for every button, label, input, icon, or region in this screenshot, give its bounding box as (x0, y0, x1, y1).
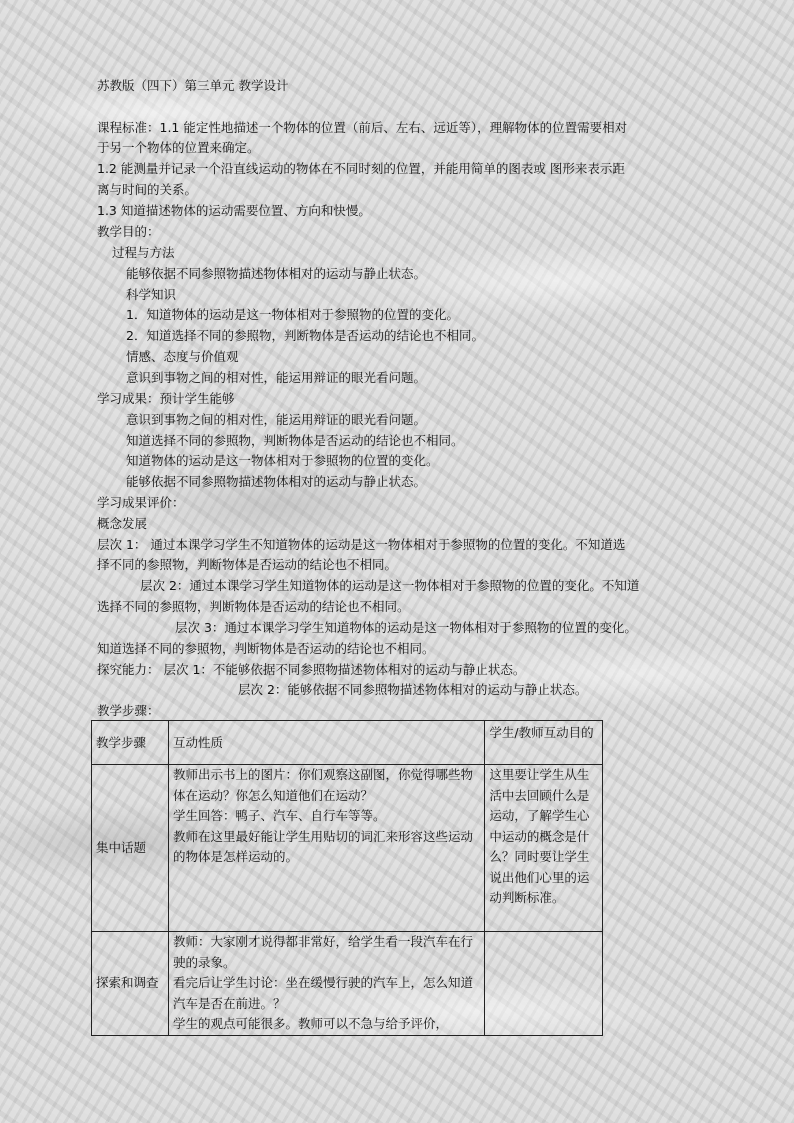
document-header: 苏教版（四下）第三单元 教学设计 (97, 78, 289, 93)
inquiry-level-1: 探究能力： 层次 1：不能够依据不同参照物描述物体相对的运动与静止状态。 (97, 662, 526, 677)
row-interaction (169, 765, 485, 932)
concept-level-2-line-1: 层次 2：通过本课学习学生知道物体的运动是这一物体相对于参照物的位置的变化。不知道 (140, 578, 640, 593)
science-knowledge-title: 科学知识 (126, 287, 177, 302)
standard-1-line-1: 课程标准：1.1 能定性地描述一个物体的位置（前后、左右、远近等），理解物体的位置需要相对 (97, 120, 628, 135)
header-interaction: 互动性质 (169, 721, 485, 765)
row-paragraph: 教师出示书上的图片：你们观察这副图，你觉得哪些物体在运动？你怎么知道他们在运动？ (173, 767, 474, 803)
standard-1-line-2: 于另一个物体的位置来确定。 (97, 140, 260, 155)
process-method-text: 能够依据不同参照物描述物体相对的运动与静止状态。 (126, 266, 427, 281)
row-step: 集中话题 (92, 765, 169, 932)
row-paragraph: 教师在这里最好能让学生用贴切的词汇来形容这些运动的物体是怎样运动的。 (173, 828, 474, 864)
concept-title: 概念发展 (97, 516, 148, 531)
science-knowledge-1: 1．知道物体的运动是这一物体相对于参照物的位置的变化。 (126, 307, 459, 322)
concept-level-3-line-2: 知道选择不同的参照物，判断物体是否运动的结论也不相同。 (97, 641, 435, 656)
emotion-title: 情感、态度与价值观 (126, 349, 239, 364)
process-method-title: 过程与方法 (112, 245, 175, 260)
inquiry-level-2: 层次 2：能够依据不同参照物描述物体相对的运动与静止状态。 (238, 682, 588, 697)
evaluation-title: 学习成果评价： (97, 495, 185, 510)
outcome-item: 知道选择不同的参照物，判断物体是否运动的结论也不相同。 (126, 433, 464, 448)
objectives-title: 教学目的： (97, 224, 160, 239)
outcome-item: 能够依据不同参照物描述物体相对的运动与静止状态。 (126, 474, 427, 489)
row-paragraph: 学生回答：鸭子、汽车、自行车等等。 (173, 808, 386, 823)
standard-2-line-2: 离与时间的关系。 (97, 182, 198, 197)
outcomes-title: 学习成果：预计学生能够 (97, 391, 235, 406)
teaching-steps-table (91, 720, 603, 1036)
concept-level-1-line-1: 层次 1： 通过本课学习学生不知道物体的运动是这一物体相对于参照物的位置的变化。不知道选 (97, 537, 626, 552)
row-paragraph: 学生的观点可能很多。教师可以不急与给予评价， (173, 1016, 449, 1031)
table-header-row (92, 721, 603, 765)
concept-level-3-line-1: 层次 3：通过本课学习学生知道物体的运动是这一物体相对于参照物的位置的变化。 (175, 620, 637, 635)
emotion-text: 意识到事物之间的相对性，能运用辩证的眼光看问题。 (126, 370, 427, 385)
row-purpose (485, 932, 603, 1036)
table-row (92, 932, 603, 1036)
concept-level-2-line-2: 选择不同的参照物，判断物体是否运动的结论也不相同。 (97, 599, 410, 614)
outcome-item: 意识到事物之间的相对性，能运用辩证的眼光看问题。 (126, 412, 427, 427)
row-interaction (169, 932, 485, 1036)
standard-2-line-1: 1.2 能测量并记录一个沿直线运动的物体在不同时刻的位置，并能用简单的图表或 图形来表示距 (97, 161, 625, 176)
science-knowledge-2: 2．知道选择不同的参照物，判断物体是否运动的结论也不相同。 (126, 328, 484, 343)
row-paragraph: 教师：大家刚才说得都非常好，给学生看一段汽车在行驶的录象。 (173, 934, 474, 970)
header-step: 教学步骤 (92, 721, 169, 765)
row-step: 探索和调查 (92, 932, 169, 1036)
standard-3: 1.3 知道描述物体的运动需要位置、方向和快慢。 (97, 203, 371, 218)
row-paragraph: 看完后让学生讨论：坐在缓慢行驶的汽车上，怎么知道汽车是否在前进。？ (173, 975, 474, 1011)
row-purpose: 这里要让学生从生活中去回顾什么是运动，了解学生心中运动的概念是什么？同时要让学生说出他们心里的运动判断标准。 (485, 765, 603, 932)
outcome-item: 知道物体的运动是这一物体相对于参照物的位置的变化。 (126, 453, 439, 468)
concept-level-1-line-2: 择不同的参照物，判断物体是否运动的结论也不相同。 (97, 557, 398, 572)
steps-title: 教学步骤： (97, 703, 160, 718)
header-purpose: 学生/教师互动目的 (485, 721, 603, 765)
table-row (92, 765, 603, 932)
